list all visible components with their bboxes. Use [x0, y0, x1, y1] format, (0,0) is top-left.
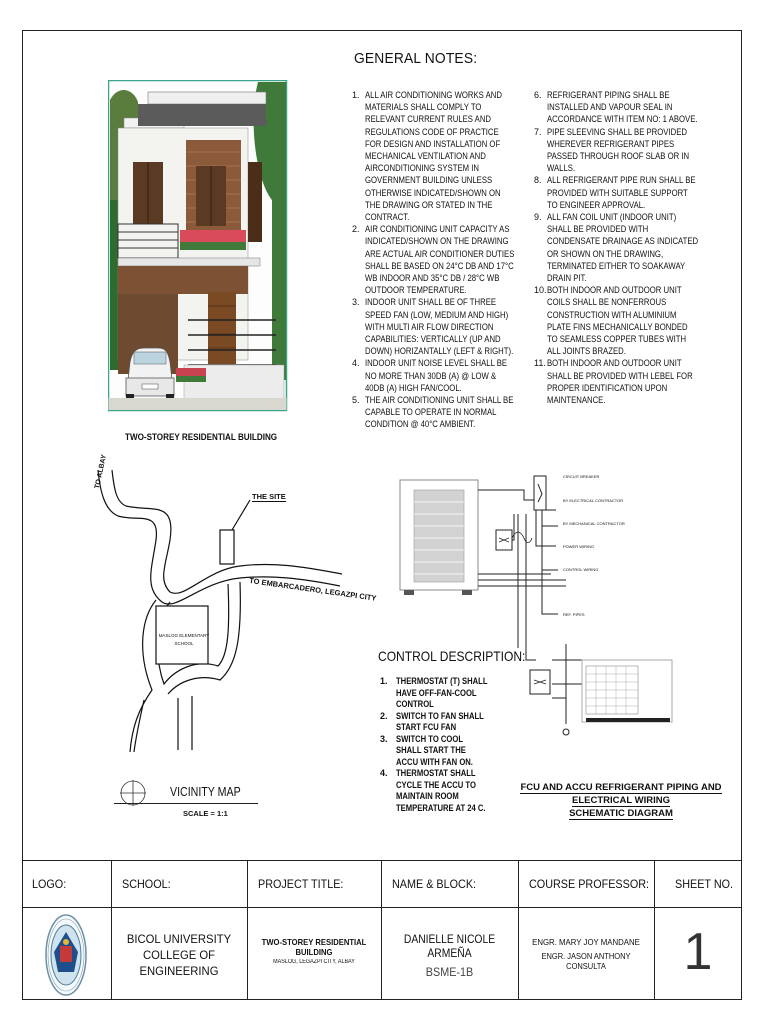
- control-description-list: [380, 676, 506, 814]
- course-professors: ENGR. MARY JOY MANDANE ENGR. JASON ANTHONY CONSULTA: [532, 937, 640, 971]
- label-by-electrical: BY ELECTRICAL CONTRACTOR: [563, 498, 624, 503]
- road-label-embarcadero: TO EMBARCADERO, LEGAZPI CITY: [248, 576, 377, 603]
- title-block-header-rule: [22, 907, 742, 908]
- title-block-divider: [111, 860, 112, 1000]
- header-name-block: NAME & BLOCK:: [392, 877, 477, 891]
- label-circuit-breaker: CIRCUIT BREAKER: [563, 474, 600, 479]
- note-item: 3. INDOOR UNIT SHALL BE OF THREE SPEED FAN (LOW, MEDIUM AND HIGH) WITH MULTI AIR FLOW DIRECTION CAPABILITIES: VERTICALLY (UP AND DOWN) HORIZANTALLY (LEFT & RIGHT).: [352, 297, 514, 357]
- control-item: 3. SWITCH TO COOL SHALL START THE ACCU WITH FAN ON.: [380, 733, 473, 767]
- general-notes-title: GENERAL NOTES:: [354, 50, 478, 67]
- general-notes-left-column: [352, 89, 541, 431]
- header-project-title: PROJECT TITLE:: [258, 877, 344, 891]
- title-block-divider: [247, 860, 248, 1000]
- label-power-wiring: POWER WIRING: [563, 544, 595, 549]
- control-item: 4. THERMOSTAT SHALL CYCLE THE ACCU TO MAINTAIN ROOM TEMPERATURE AT 24 C.: [380, 768, 486, 813]
- header-course-professor: COURSE PROFESSOR:: [529, 877, 650, 891]
- schematic-caption: FCU AND ACCU REFRIGERANT PIPING AND ELECTRICAL WIRING SCHEMATIC DIAGRAM: [520, 782, 722, 819]
- vicinity-map-title-rule: [114, 803, 258, 804]
- building-rendering: [108, 80, 288, 412]
- note-item: 5. THE AIR CONDITIONING UNIT SHALL BE CAPABLE TO OPERATE IN NORMAL CONDITION @ 40°C AMBIENT.: [352, 395, 514, 430]
- university-seal-logo: [44, 912, 88, 998]
- title-block-top-rule: [22, 860, 742, 861]
- building-caption: TWO-STOREY RESIDENTIAL BUILDING: [125, 432, 278, 442]
- school-label: MASLOG ELEMENTARY SCHOOL: [158, 633, 210, 646]
- note-item: 7. PIPE SLEEVING SHALL BE PROVIDED WHEREVER REFRIGERANT PIPES PASSED THROUGH ROOF SLAB OR IN WALLS.: [534, 126, 690, 174]
- student-name-block: DANIELLE NICOLE ARMEÑA BSME-1B: [403, 932, 496, 979]
- header-logo: LOGO:: [32, 877, 67, 891]
- note-item: 4. INDOOR UNIT NOISE LEVEL SHALL BE NO MORE THAN 30DB (A) @ LOW & 40DB (A) HIGH FAN/COOL.: [352, 358, 508, 393]
- label-ref-pipes: REF. PIPES: [563, 612, 585, 617]
- control-item: 1. THERMOSTAT (T) SHALL HAVE OFF-FAN-COOL CONTROL: [380, 676, 488, 709]
- title-block-divider: [518, 860, 519, 1000]
- vicinity-map-scale: SCALE = 1:1: [183, 809, 228, 818]
- note-item: 8. ALL REFRIGERANT PIPE RUN SHALL BE PROVIDED WITH SUITABLE SUPPORT TO ENGINEER APPROVAL.: [534, 175, 696, 210]
- note-item: 9. ALL FAN COIL UNIT (INDOOR UNIT) SHALL BE PROVIDED WITH CONDENSATE DRAINAGE AS INDICATED OR SHOWN ON THE DRAWING, TERMINATED EITHER TO SOAKAWAY DRAIN PIT.: [534, 212, 699, 284]
- note-item: 11. BOTH INDOOR AND OUTDOOR UNIT SHALL BE PROVIDED WITH LEBEL FOR PROPER IDENTIFICATION UPON MAINTENANCE.: [534, 358, 693, 406]
- project-title: TWO-STOREY RESIDENTIAL BUILDING MASLOG, LEGAZPI CITY, ALBAY: [261, 937, 367, 965]
- label-by-mechanical: BY MECHANICAL CONTRACTOR: [563, 521, 625, 526]
- title-block-divider: [381, 860, 382, 1000]
- note-item: 6. REFRIGERANT PIPING SHALL BE INSTALLED AND VAPOUR SEAL IN ACCORDANCE WITH ITEM NO: 1 ABOVE.: [534, 90, 698, 125]
- general-notes-right-column: [534, 89, 723, 406]
- vicinity-map: [60, 460, 360, 760]
- note-item: 2. AIR CONDITIONING UNIT CAPACITY AS INDICATED/SHOWN ON THE DRAWING ARE ACTUAL AIR CONDITIONER DUTIES SHALL BE BASED ON 24°C DB AND 17°C WB INDOOR AND 35°C DB / 28°C WB OUTDOOR TEMPERATURE.: [352, 224, 515, 296]
- header-sheet-no: SHEET NO.: [675, 877, 734, 891]
- control-item: 2. SWITCH TO FAN SHALL START FCU FAN: [380, 710, 484, 732]
- school-name: BICOL UNIVERSITY COLLEGE OF ENGINEERING: [126, 932, 232, 978]
- sheet-number: 1: [683, 923, 713, 981]
- site-label: THE SITE: [252, 492, 286, 501]
- vicinity-map-title: VICINITY MAP: [170, 785, 241, 799]
- note-item: 1. ALL AIR CONDITIONING WORKS AND MATERIALS SHALL COMPLY TO RELEVANT CURRENT RULES AND REGULATIONS CODE OF PRACTICE FOR DESIGN AND INSTALLATION OF MECHANICAL VENTILATION AND AIRCONDITIONING SYSTEM IN GOVERNMENT BUILDING UNLESS OTHERWISE INDICATED/SHOWN ON THE DRAWING OR STATED IN THE CONTRACT.: [352, 90, 502, 223]
- road-label-albay: TO ALBAY: [94, 454, 109, 490]
- note-item: 10. BOTH INDOOR AND OUTDOOR UNIT COILS SHALL BE NONFERROUS CONSTRUCTION WITH ALUMINIUM PLATE FINS MECHANICALLY BONDED TO SEAMLESS COPPER TUBES WITH ALL JOINTS BRAZED.: [534, 285, 688, 357]
- header-school: SCHOOL:: [122, 877, 171, 891]
- label-control-wiring: CONTROL WIRING: [563, 567, 599, 572]
- control-description-title: CONTROL DESCRIPTION:: [378, 648, 526, 664]
